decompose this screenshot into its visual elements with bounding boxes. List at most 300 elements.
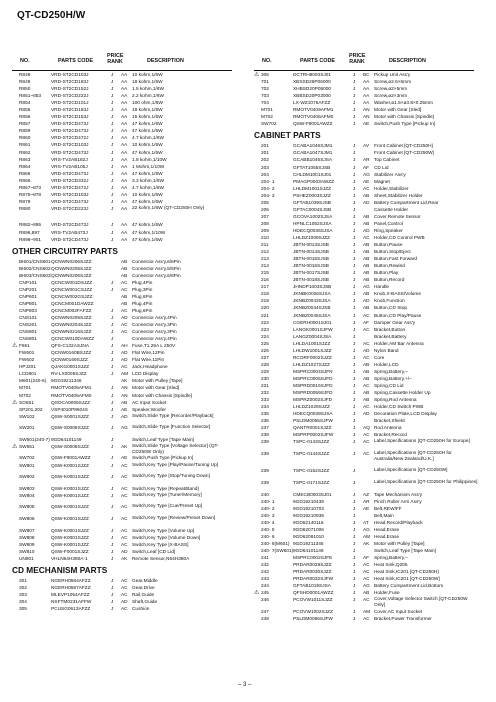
part-description: Plug,6Pin (132, 308, 153, 314)
part-number: R849 (19, 80, 31, 86)
part-number: 222 (261, 320, 269, 326)
rank: AA (363, 80, 370, 86)
parts-code: PRDAR0032SJFW (293, 577, 334, 583)
header-price-rank (349, 54, 365, 65)
price-code: J (111, 444, 114, 450)
part-number: SW801 (19, 463, 35, 469)
part-description: 10 kohm,1/6W (132, 192, 163, 198)
price-code: J (353, 144, 356, 150)
price-code: J (353, 228, 356, 234)
parts-code: RMOTV0409AFM1 (293, 108, 334, 114)
part-number: 239 (261, 469, 269, 475)
parts-code: VRD-ST2CD473J (51, 237, 89, 243)
part-row (254, 451, 474, 468)
price-code: J (111, 122, 114, 128)
part-description: 10 kohm,1/6W (132, 143, 163, 149)
rank: AA (121, 108, 128, 114)
part-row (254, 72, 474, 79)
rank: AD (121, 358, 128, 364)
part-row (254, 214, 474, 221)
price-code: J (111, 437, 114, 443)
part-row (12, 192, 232, 199)
part-row (12, 606, 232, 613)
price-code: J (353, 122, 356, 128)
parts-code: LANGK0001SJFW (293, 327, 333, 333)
part-number: 247 (261, 609, 269, 615)
parts-code: RMOTV0406AFM1 (51, 386, 92, 392)
price-code: J (111, 237, 114, 243)
rank: AA (121, 230, 128, 236)
part-description: Battery Compartment Lid,Rear (374, 200, 439, 206)
price-code: J (353, 214, 356, 220)
part-description: Decoration Plate,LCD Display (374, 412, 437, 418)
price-code: J (353, 101, 356, 107)
parts-code: MSPRP0002SJFW (293, 433, 334, 439)
rank: AA (121, 150, 128, 156)
header-rule (12, 70, 232, 71)
part-number: SW804 (19, 493, 35, 499)
part-row (254, 616, 474, 623)
rank: AE (363, 506, 370, 512)
part-description: Bracket,Shield (374, 419, 405, 425)
part-number: SP201,202 (19, 407, 43, 413)
part-description: Connector Ass'y,3Pin (132, 323, 177, 329)
parts-code: QCNCW002GSJZZ (51, 294, 93, 300)
header-rule (254, 70, 474, 71)
rank: AG (363, 172, 370, 178)
part-row (254, 291, 474, 298)
section-heading: CABINET PARTS (254, 130, 321, 141)
part-number: 215 (261, 271, 269, 277)
parts-code: NGERH0587AFZZ (51, 585, 91, 591)
part-number: 237 (261, 426, 269, 432)
parts-code: VRS-TV2AB105J (51, 164, 88, 170)
rank: AD (121, 414, 128, 420)
parts-code: QCNWN0206SJZZ (51, 273, 92, 279)
parts-code: PSHEZ0003SJZZ (293, 193, 331, 199)
part-description: Plug,4Pin (132, 280, 153, 286)
part-description: Belt,REW/FF (374, 506, 402, 512)
parts-code: QFS-C132ASJNA (51, 344, 90, 350)
part-number: 219 (261, 299, 269, 305)
rank: AF (363, 320, 370, 326)
part-description: Button,Record (374, 278, 405, 284)
parts-code: VSP4010P8604S (51, 407, 88, 413)
price-code: J (353, 207, 356, 213)
part-row (254, 277, 474, 284)
part-row (12, 185, 232, 192)
part-row (12, 357, 232, 364)
part-description: Switch,Push Type [Pickup In] (132, 456, 194, 462)
parts-code: VRD-ST2CD473J (51, 122, 89, 128)
price-code: J (353, 527, 356, 533)
rank: AC (363, 235, 370, 241)
price-code: J (353, 299, 356, 305)
rank: AN (121, 393, 128, 399)
price-code: J (353, 108, 356, 114)
part-number: CNP801 (19, 301, 37, 307)
price-code: J (353, 555, 356, 561)
part-row (254, 121, 474, 128)
part-row (12, 493, 232, 505)
part-description: Handle (374, 285, 390, 291)
rank: AB (363, 391, 370, 397)
parts-code: QSW-K0001SJZZ (51, 516, 89, 522)
part-description: Button,CD Play/Pause (374, 313, 422, 319)
part-description: 10 kohm,1/6W (132, 73, 163, 78)
part-description: 18 kohm,1/6W (132, 108, 163, 114)
part-description: 4.7 kohm,1/6W (132, 185, 164, 191)
rank: AC (363, 355, 370, 361)
part-description: Head,Record/Playback (374, 520, 423, 526)
rank: AB (363, 362, 370, 368)
parts-code: JKNBZ0043SJSA (293, 299, 331, 305)
price-code: J (353, 369, 356, 375)
parts-code: PSLDM0066SJFW (293, 616, 333, 622)
part-number: 225 (261, 341, 269, 347)
part-row (12, 400, 232, 407)
part-description: Jack,Headphone (132, 365, 168, 371)
part-description: Spring,Battery,– (374, 555, 408, 561)
parts-code: QCNWN0205SJZZ (51, 266, 92, 272)
part-number: SW808 (19, 535, 35, 541)
part-number: 240- 3 (261, 513, 275, 519)
price-code: J (111, 400, 114, 406)
part-number: 240- 7(SW601) (261, 548, 294, 554)
part-row (12, 79, 232, 86)
part-number: BI603/CNS603 (19, 273, 51, 279)
price-code: J (353, 250, 356, 256)
rank: AC (363, 186, 370, 192)
parts-code: LHLDZ1029SJZZ (293, 405, 330, 411)
part-description: Screw,ø2.6×6mm (374, 80, 412, 86)
parts-code: XBSSD26P06000 (293, 80, 331, 86)
part-description: LCD Display (132, 372, 159, 378)
price-code: J (111, 199, 114, 205)
part-number: 245 (261, 591, 269, 597)
part-row (12, 504, 232, 516)
part-number: 238 (261, 433, 269, 439)
parts-code: VRD-ST2CD103J (51, 192, 89, 198)
part-row (12, 266, 232, 273)
rank: AC (363, 616, 370, 622)
part-description: Belt,Main (374, 513, 394, 519)
rank: AC (121, 493, 128, 499)
price-code: J (353, 158, 356, 164)
part-description: Switch,Leaf Type [Tape Main] (132, 437, 194, 443)
part-number: CNP601 (19, 294, 37, 300)
price-code: J (353, 278, 356, 284)
rank: AC (363, 327, 370, 333)
part-row (12, 425, 232, 437)
rank: AG (363, 584, 370, 590)
part-number: CNP803 (19, 308, 37, 314)
part-number: R862 (19, 150, 31, 156)
rank: AH (121, 344, 128, 350)
part-row (254, 597, 474, 609)
part-description: Gear,Middle (132, 578, 158, 584)
part-row (254, 541, 474, 548)
part-number: 217 (261, 285, 269, 291)
price-code: J (111, 178, 114, 184)
rank: AA (363, 101, 370, 107)
part-number: 204- 1 (261, 179, 275, 185)
rank: AC (121, 463, 128, 469)
price-code: J (353, 235, 356, 241)
part-description: Motor with Pulley [Tape] (132, 379, 183, 385)
part-description: Switch,Key Type [Tuner/Memory] (132, 492, 202, 498)
part-description: Button,Pause (374, 243, 403, 249)
part-number: 205 (261, 200, 269, 206)
parts-code: QSW-F9001AWZZ (293, 122, 333, 128)
price-code: J (353, 87, 356, 93)
parts-code: QCNCM002FAFZZ (51, 308, 92, 314)
price-code: J (111, 115, 114, 121)
price-code: J (111, 535, 114, 541)
parts-code: 9GD19210703 (293, 506, 324, 512)
parts-code: QCNCW001CSJZZ (51, 287, 93, 293)
part-row (254, 520, 474, 527)
part-row (12, 414, 232, 426)
part-number: 231 (261, 383, 269, 389)
parts-code: PCUSG0613AFZZ (51, 606, 91, 612)
part-description: Plug,3Pin (132, 287, 153, 293)
part-row (12, 308, 232, 315)
part-row (12, 486, 232, 493)
header-parts-code: PARTS CODE (58, 58, 93, 64)
price-code: J (111, 556, 114, 562)
parts-code: LHLDW1001SJZZ (293, 348, 332, 354)
rank: AA (121, 73, 128, 78)
part-row (12, 164, 232, 171)
price-code: J (353, 80, 356, 86)
part-description: Spring,Battery,+/– (374, 376, 412, 382)
part-description: Remote Sensor,N64H380A (132, 556, 190, 562)
part-row (254, 534, 474, 541)
rank: AA (363, 94, 370, 100)
part-number: 211 (261, 243, 269, 249)
price-code: J (111, 542, 114, 548)
price-code: J (111, 463, 114, 469)
parts-code: PRDAR0029SJZZ (293, 562, 332, 568)
part-number: R865 (19, 171, 31, 177)
part-row (12, 280, 232, 287)
rank: AB (363, 271, 370, 277)
part-row (254, 499, 474, 506)
rank: AG (363, 527, 370, 533)
parts-code: HPNLC1052SJSA (293, 221, 332, 227)
part-number: BI601/CNS601 (19, 259, 51, 265)
part-number: SW809 (19, 542, 35, 548)
parts-code: QSW-K0001SJZZ (51, 486, 89, 492)
part-row (254, 165, 474, 172)
part-description: CD Lid (374, 165, 389, 171)
parts-code: MSPRD0059SJFD (293, 391, 333, 397)
part-row (254, 172, 474, 179)
part-description: Cassette Holder (374, 207, 409, 213)
part-row (254, 376, 474, 383)
part-number: 240 (261, 492, 269, 498)
price-code: J (111, 157, 114, 163)
part-number: 240- 4 (261, 520, 275, 526)
parts-code: GCABB1046SJSA (293, 158, 333, 164)
part-description: 100 ohm,1/6W (132, 101, 163, 107)
part-row (254, 397, 474, 404)
part-description: Switch,Key Type [Cue/Preset Up] (132, 504, 203, 510)
parts-code: JBTN-0018SJSB (293, 278, 329, 284)
part-row (254, 341, 474, 348)
part-description: Cover,Voltage Selector Switch [QT-CD250W Only] (374, 597, 468, 609)
rank: AC (121, 578, 128, 584)
part-row (12, 107, 232, 114)
part-number: SW803 (19, 486, 35, 492)
safety-mark-icon: ⚠ (254, 590, 260, 597)
part-description: Top Cabinet (374, 158, 400, 164)
parts-code: MSPRC0002SJFE (293, 555, 333, 561)
rank: AD (363, 348, 370, 354)
rank: AC (121, 308, 128, 314)
part-row (254, 114, 474, 121)
part-row (12, 128, 232, 135)
parts-code: GCABA1046SJM1 (293, 144, 333, 150)
part-number: 304 (19, 599, 27, 605)
price-code: J (111, 414, 114, 420)
part-description: Label,Specifications [QT-CD250H for Australia/New Zealand/U.K.] (374, 450, 452, 462)
part-row (254, 327, 474, 334)
price-code: J (111, 129, 114, 135)
part-description: 18 kohm,1/6W (132, 80, 163, 86)
part-number: 306 (261, 73, 269, 78)
rank: AC (121, 365, 128, 371)
price-code: J (111, 599, 114, 605)
part-row (12, 294, 232, 301)
part-description: Motor with Pulley [Tape] (374, 541, 425, 547)
part-number: 302 (19, 585, 27, 591)
part-row (254, 249, 474, 256)
rank: AD (121, 316, 128, 321)
part-number: 230 (261, 376, 269, 382)
part-number: SW806 (19, 516, 35, 522)
part-number: CNS801 (19, 337, 37, 343)
parts-code: VRD-ST2CD473J (51, 150, 89, 156)
parts-code: VRD-ST2CD101J (51, 101, 89, 107)
rank: AC (121, 486, 128, 492)
part-row (254, 179, 474, 186)
parts-code: QSW-K0001SJZZ (51, 528, 89, 534)
part-description: Motor with Gear [Sled] (374, 108, 422, 114)
price-code: J (111, 358, 114, 364)
part-number: R882~895 (19, 223, 42, 229)
rank: AC (121, 585, 128, 591)
parts-code: VRD-ST2CD472J (51, 136, 89, 142)
part-number: 221 (261, 313, 269, 319)
part-row (254, 513, 474, 520)
parts-code: HDECQ0039SJSA (293, 412, 333, 418)
part-description: Nylon Band (374, 348, 399, 354)
parts-code: HDECQ0036SJSA (293, 228, 333, 234)
price-code: J (353, 306, 356, 312)
price-code: J (353, 499, 356, 505)
part-row (254, 404, 474, 411)
part-number: R866 (19, 178, 31, 184)
part-description: Holder,CD Control PWB (374, 235, 425, 241)
price-code: J (111, 80, 114, 86)
part-description: Rail,Guide (132, 592, 155, 598)
price-code: J (111, 372, 114, 378)
part-row (254, 107, 474, 114)
price-code: J (353, 383, 356, 389)
part-number: 234 (261, 405, 269, 411)
part-description: Button,Rewind (374, 264, 405, 270)
price-code: J (111, 386, 114, 392)
part-row (254, 193, 474, 200)
rank: AF (363, 165, 370, 171)
part-row (254, 468, 474, 480)
part-row (254, 527, 474, 534)
part-row (254, 143, 474, 150)
part-description: Label,Specifications [QT-CD250H for Europe] (374, 439, 470, 445)
part-number: 243 (261, 570, 269, 576)
part-row (12, 329, 232, 336)
part-description: Holder,AM Bar Antenna (374, 341, 424, 347)
part-row (12, 585, 232, 592)
part-number: R861 (19, 143, 31, 149)
part-number: 223 (261, 327, 269, 333)
part-description: Head,Erase (374, 527, 400, 533)
part-row (12, 474, 232, 486)
parts-code: JBTN-0015SJSB (293, 257, 329, 263)
parts-code: RMOTV0406AFM0 (51, 393, 92, 399)
part-number: M701 (19, 386, 31, 392)
price-code: J (111, 192, 114, 198)
rank: AE (121, 456, 128, 462)
price-code: J (111, 486, 114, 492)
parts-code: VRD-ST2CD223J (51, 206, 89, 212)
part-row (254, 334, 474, 341)
part-number: 232 (261, 391, 269, 397)
parts-code: MSPRZ0002SJFD (293, 398, 333, 404)
part-row (12, 171, 232, 178)
price-code: J (111, 344, 114, 350)
part-description: Panel,Control (374, 221, 403, 227)
parts-code: TSPC-0171SJZZ (293, 480, 330, 486)
part-description: Switch,Key Type [Review/Preset Down] (132, 515, 216, 521)
rank: AC (121, 516, 128, 522)
parts-code: MLEVP1054AFZZ (51, 592, 90, 598)
price-code: J (111, 456, 114, 462)
part-number: SW201 (19, 426, 35, 432)
rank: AB (363, 398, 370, 404)
header-price-rank (107, 54, 123, 65)
header-rank: RANK (107, 58, 123, 65)
part-row (254, 186, 474, 193)
price-code: J (353, 506, 356, 512)
part-row (254, 609, 474, 616)
part-description: 22 kohm,1/6W (QT-CD250H Only) (132, 205, 205, 211)
part-row (254, 150, 474, 157)
part-number: M701 (261, 108, 273, 114)
part-description: Switch,Key Type [Play/Pause/Tuning Up] (132, 462, 219, 468)
price-code: J (111, 230, 114, 236)
part-row (12, 301, 232, 308)
price-code: J (353, 426, 356, 432)
part-row (254, 492, 474, 499)
part-description: Spring,Rod Antenna (374, 398, 417, 404)
price-code: J (111, 365, 114, 371)
parts-code: VRD-ST2CD472J (51, 185, 89, 191)
parts-code: QCNCM001DAWZZ (51, 301, 94, 307)
part-description: Rod Antenna (374, 426, 402, 432)
